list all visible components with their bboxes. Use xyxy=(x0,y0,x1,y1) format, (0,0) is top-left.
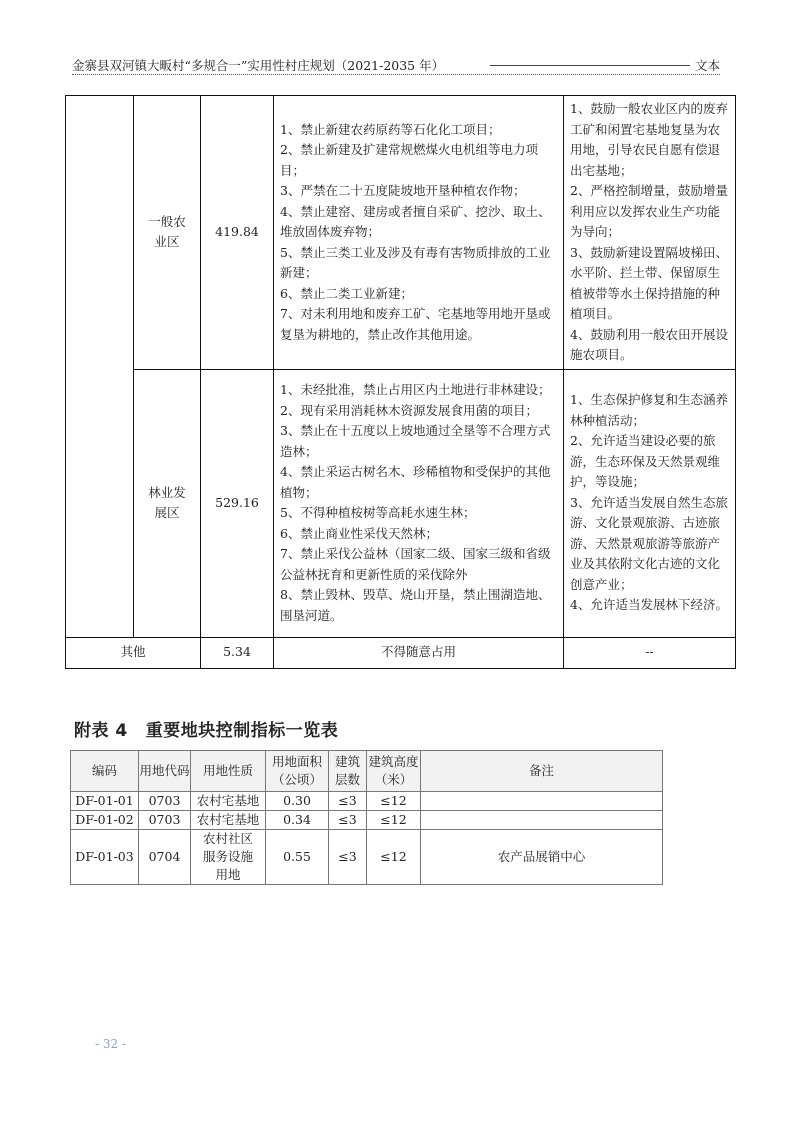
zone-name-line: 展区 xyxy=(154,505,180,520)
cell-floors: ≤3 xyxy=(329,792,367,811)
table-row xyxy=(71,792,663,811)
zone-area-cell: 529.16 xyxy=(201,369,274,637)
cell-note: 农产品展销中心 xyxy=(421,830,663,885)
list-item: 1、鼓励一般农业区内的废弃工矿和闲置宅基地复垦为农用地，引导农民自愿有偿退出宅基地； xyxy=(570,101,728,178)
cell-land-code: 0703 xyxy=(139,792,191,811)
list-item: 4、禁止建窑、建房或者擅自采矿、挖沙、取土、堆放固体废弃物； xyxy=(280,203,551,239)
zone-name-line: 一般农 xyxy=(148,213,186,229)
list-item: 6、禁止商业性采伐天然林； xyxy=(280,525,438,541)
parent-zone-cell xyxy=(66,96,134,638)
column-header: 用地面积（公顷） xyxy=(266,751,329,792)
other-area-cell: 5.34 xyxy=(201,637,274,668)
table-heading-title: 重要地块控制指标一览表 xyxy=(145,721,339,741)
zone-name-line: 林业发 xyxy=(148,484,186,500)
cell-height: ≤12 xyxy=(367,830,421,885)
column-header: 建筑高度（米） xyxy=(367,751,421,792)
zone-area-cell: 419.84 xyxy=(201,96,274,370)
list-item: 3、禁止在十五度以上坡地通过全垦等不合理方式造林； xyxy=(280,423,551,459)
table-header-row xyxy=(71,751,663,792)
prohibited-list-cell xyxy=(274,369,564,637)
cell-height: ≤12 xyxy=(367,811,421,830)
cell-code: DF-01-02 xyxy=(71,811,139,830)
cell-nature: 农村宅基地 xyxy=(191,792,266,811)
page-number: - 32 - xyxy=(95,1037,127,1051)
list-item: 1、未经批准，禁止占用区内土地进行非林建设； xyxy=(280,382,551,397)
allowed-list-cell xyxy=(564,369,736,637)
header-section-label: 文本 xyxy=(694,58,720,73)
cell-floors: ≤3 xyxy=(329,811,367,830)
list-item: 3、允许适当发展自然生态旅游、文化景观旅游、古迹旅游、天然景观旅游等旅游产业及其依附文化古迹的文化创意产业； xyxy=(570,494,728,592)
list-item: 5、禁止三类工业及涉及有毒有害物质排放的工业新建； xyxy=(280,244,551,280)
other-prohibited-cell: 不得随意占用 xyxy=(274,637,564,668)
list-item: 6、禁止二类工业新建； xyxy=(280,285,413,301)
column-header: 建筑层数 xyxy=(329,751,367,792)
list-item: 4、允许适当发展林下经济。 xyxy=(570,597,728,613)
list-item: 1、生态保护修复和生态涵养林种植活动； xyxy=(570,392,728,428)
list-item: 7、对未利用地和废弃工矿、宅基地等用地开垦或复垦为耕地的，禁止改作其他用途。 xyxy=(280,306,551,342)
list-item: 4、鼓励利用一般农田开展设施农项目。 xyxy=(570,326,728,362)
cell-nature: 农村宅基地 xyxy=(191,811,266,830)
column-header: 备注 xyxy=(421,751,663,792)
column-header: 用地性质 xyxy=(191,751,266,792)
zone-name-cell xyxy=(134,369,201,637)
cell-area: 0.55 xyxy=(266,830,329,885)
list-item: 8、禁止毁林、毁草、烧山开垦，禁止围湖造地、围垦河道。 xyxy=(280,587,551,623)
table-row-general-agriculture xyxy=(66,96,736,370)
header-title: 金寨县双河镇大畈村“多规合一”实用性村庄规划（2021-2035 年） xyxy=(72,58,445,73)
other-allowed-cell: -- xyxy=(564,637,736,668)
list-item: 2、严格控制增量，鼓励增量利用应以发挥农业生产功能为导向； xyxy=(570,183,728,239)
table-row xyxy=(71,830,663,885)
list-item: 2、现有采用消耗林木资源发展食用菌的项目； xyxy=(280,402,538,418)
list-item: 2、允许适当建设必要的旅游，生态环保及天然景观维护，等设施； xyxy=(570,433,721,490)
running-header xyxy=(72,57,720,75)
table-row xyxy=(71,811,663,830)
cell-land-code: 0704 xyxy=(139,830,191,885)
cell-area: 0.34 xyxy=(266,811,329,830)
other-label-cell: 其他 xyxy=(66,637,201,668)
cell-nature: 农村社区服务设施用地 xyxy=(191,830,266,885)
prohibited-list-cell xyxy=(274,96,564,370)
cell-land-code: 0703 xyxy=(139,811,191,830)
cell-note xyxy=(421,811,663,830)
plot-control-index-table xyxy=(70,750,663,885)
cell-height: ≤12 xyxy=(367,792,421,811)
allowed-list-cell xyxy=(564,96,736,370)
cell-floors: ≤3 xyxy=(329,830,367,885)
column-header: 编码 xyxy=(71,751,139,792)
list-item: 7、禁止采伐公益林（国家二级、国家三级和省级公益林抚育和更新性质的采伐除外 xyxy=(280,546,551,582)
list-item: 3、严禁在二十五度陡坡地开垦种植农作物； xyxy=(280,183,526,198)
cell-note xyxy=(421,792,663,811)
zone-name-line: 业区 xyxy=(154,234,180,250)
cell-code: DF-01-03 xyxy=(71,830,139,885)
list-item: 5、不得种植桉树等高耗水速生林； xyxy=(280,505,476,520)
cell-code: DF-01-01 xyxy=(71,792,139,811)
table-heading xyxy=(74,716,338,741)
zoning-control-table xyxy=(65,95,736,669)
cell-area: 0.30 xyxy=(266,792,329,811)
list-item: 2、禁止新建及扩建常规燃煤火电机组等电力项目； xyxy=(280,142,538,178)
table-row-other xyxy=(66,637,736,668)
column-header: 用地代码 xyxy=(139,751,191,792)
zone-name-cell xyxy=(134,96,201,370)
list-item: 3、鼓励新建设置隔坡梯田、水平阶、拦土带、保留原生植被带等水土保持措施的种植项目。 xyxy=(570,244,728,321)
table-row-forestry xyxy=(66,369,736,637)
list-item: 1、禁止新建农药原药等石化化工项目； xyxy=(280,121,501,137)
table-heading-number: 附表 4 xyxy=(74,721,128,741)
header-rule xyxy=(490,65,690,66)
list-item: 4、禁止采运古树名木、珍稀植物和受保护的其他植物； xyxy=(280,464,551,500)
